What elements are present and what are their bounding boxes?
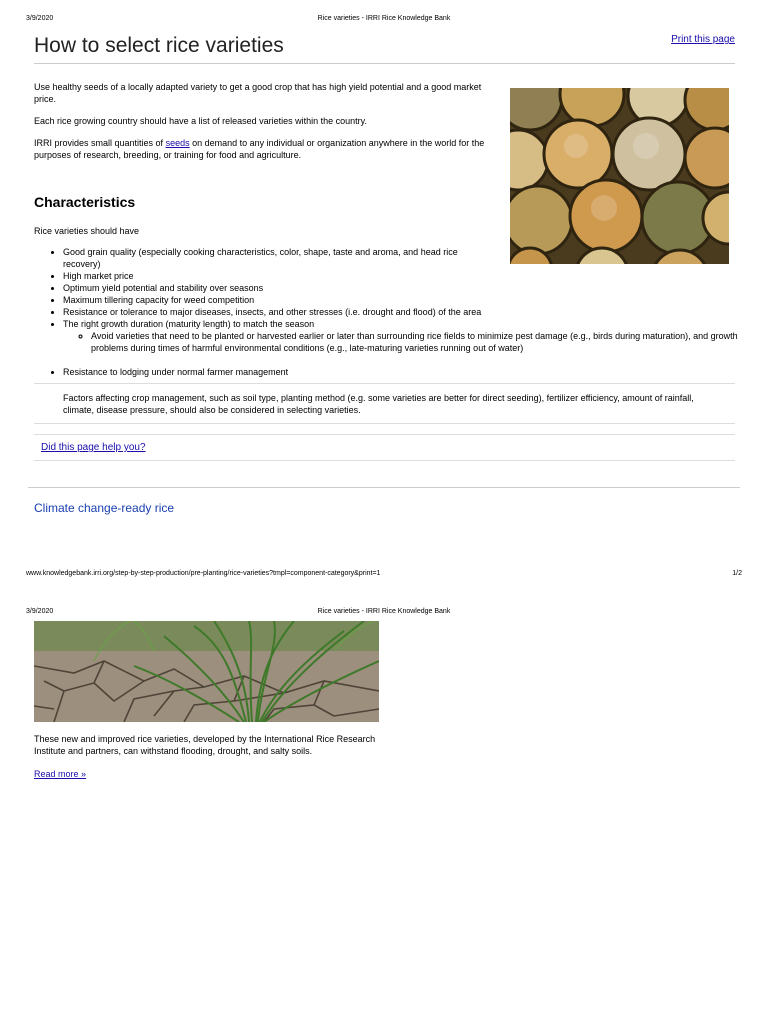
divider (34, 434, 735, 435)
rice-seed-varieties-image (510, 88, 729, 264)
dry-cracked-field-image (34, 621, 379, 722)
intro-paragraph-1: Use healthy seeds of a locally adapted variety to get a good crop that has high yield potential and a good market price. (34, 82, 482, 104)
sub-list-item: ◦ Avoid varieties that need to be planted or harvested earlier or later than surrounding rice fields to minimize pest damage (e.g., birds during maturation), and growth problems during times of harmful environmental conditions (e.g., late-maturing varieties running out of water) (91, 330, 763, 354)
feedback-link[interactable]: Did this page help you? (41, 442, 146, 453)
page-number: 1/2 (732, 570, 742, 577)
divider (34, 423, 735, 424)
seeds-link[interactable]: seeds (165, 138, 190, 148)
article-description: These new and improved rice varieties, developed by the International Rice Research Institute and partners, can withstand flooding, drought, and salty soils. (34, 734, 376, 756)
page-url: www.knowledgebank.irri.org/step-by-step-production/pre-planting/rice-varieties?tmpl=component-category&print=1 (26, 570, 381, 577)
intro-paragraph-2: Each rice growing country should have a list of released varieties within the country. (34, 116, 368, 126)
page-footer (26, 570, 742, 577)
list-item: • Resistance or tolerance to major diseases, insects, and other stresses (i.e. drought and flood) of the area (63, 306, 763, 318)
list-item: • High market price (63, 270, 763, 282)
characteristics-list (34, 246, 763, 378)
characteristics-lead: Rice varieties should have (34, 226, 140, 236)
read-more-link[interactable]: Read more » (34, 769, 87, 779)
sub-list (63, 330, 763, 354)
divider (34, 383, 735, 384)
document-title: Rice varieties - IRRI Rice Knowledge Bank (317, 608, 451, 615)
list-item: • Optimum yield potential and stability over seasons (63, 282, 763, 294)
print-date: 3/9/2020 (26, 15, 54, 22)
divider (28, 487, 740, 488)
intro-paragraph-3: IRRI provides small quantities of seeds on demand to any individual or organization anywhere in the world for the purposes of research, breeding, or training for food and agriculture. (34, 138, 485, 160)
list-item: • Good grain quality (especially cooking characteristics, color, shape, taste and aroma, and head rice recovery) (63, 246, 493, 270)
print-date: 3/9/2020 (26, 608, 54, 615)
print-page-link[interactable]: Print this page (671, 34, 735, 45)
title-divider (34, 63, 735, 64)
page-title: How to select rice varieties (34, 34, 284, 57)
characteristics-heading: Characteristics (34, 194, 136, 210)
list-item: • Maximum tillering capacity for weed competition (63, 294, 763, 306)
crop-management-note: Factors affecting crop management, such as soil type, planting method (e.g. some varieties are better for direct seeding), fertilizer efficiency, amount of rainfall, climate, disease pressure, should also be considered in selecting varieties. (63, 393, 694, 415)
document-title: Rice varieties - IRRI Rice Knowledge Bank (317, 15, 451, 22)
list-item: • Resistance to lodging under normal farmer management (63, 366, 763, 378)
divider (34, 460, 735, 461)
list-item: • The right growth duration (maturity length) to match the season ◦ Avoid varieties that need to be planted or harvested earlier or later than surrounding rice fields to minimize pest damage (e.g., birds during maturation), and growth problems during times of harmful environmental conditions (e.g., late-maturing varieties running out of water) (63, 318, 763, 354)
related-article-title[interactable]: Climate change-ready rice (34, 501, 175, 515)
